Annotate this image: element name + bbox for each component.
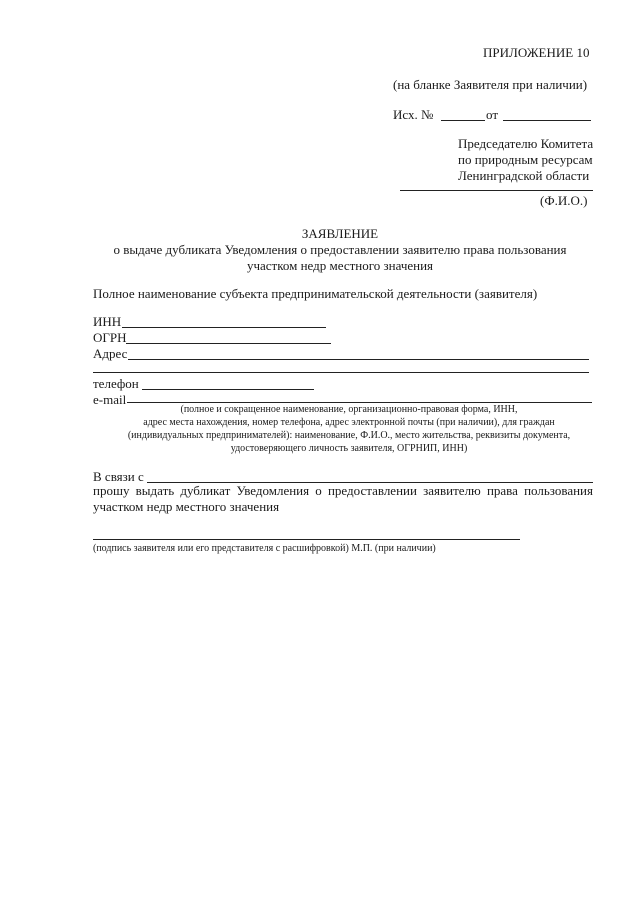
inn-field[interactable] — [122, 327, 326, 328]
fio-caption: (Ф.И.О.) — [540, 193, 588, 208]
appendix-label: ПРИЛОЖЕНИЕ 10 — [483, 45, 590, 60]
applicant-hint-line-1: (полное и сокращенное наименование, организационно-правовая форма, ИНН, — [180, 404, 518, 415]
document-heading: ЗАЯВЛЕНИЕ — [301, 226, 379, 241]
addressee-line-1: Председателю Комитета — [458, 136, 594, 151]
applicant-hint-line-4: удостоверяющего личность заявителя, ОГРНИП, ИНН) — [230, 443, 468, 454]
outgoing-date-field[interactable] — [503, 120, 591, 121]
address-field-continuation[interactable] — [93, 372, 589, 373]
addressee-line-2: по природным ресурсам — [458, 152, 593, 167]
ogrn-label: ОГРН — [93, 330, 127, 345]
addressee-fio-field[interactable] — [400, 190, 593, 191]
inn-label: ИНН — [93, 314, 122, 329]
email-label: e-mail — [93, 392, 127, 407]
phone-field[interactable] — [142, 389, 314, 390]
signature-field[interactable] — [93, 539, 520, 540]
outgoing-date-label: от — [486, 107, 499, 122]
applicant-fullname-label: Полное наименование субъекта предпринимательской деятельности (заявителя) — [93, 286, 538, 301]
ogrn-field[interactable] — [126, 343, 331, 344]
outgoing-number-label: Исх. № — [393, 107, 434, 122]
outgoing-number-field[interactable] — [441, 120, 485, 121]
reason-label: В связи с — [93, 469, 144, 484]
request-text-line-2: участком недр местного значения — [93, 499, 280, 514]
document-subtitle-line-1: о выдаче дубликата Уведомления о предоставлении заявителю права пользования — [113, 242, 567, 257]
document-subtitle-line-2: участком недр местного значения — [246, 258, 434, 273]
applicant-hint-line-3: (индивидуальных предпринимателей): наименование, Ф.И.О., место жительства, реквизиты документа, — [127, 430, 571, 441]
request-text-line-1: прошу выдать дубликат Уведомления о предоставлении заявителю права пользования — [93, 483, 593, 498]
address-field[interactable] — [128, 359, 589, 360]
addressee-line-3: Ленинградской области — [458, 168, 590, 183]
address-label: Адрес — [93, 346, 128, 361]
letterhead-note: (на бланке Заявителя при наличии) — [393, 77, 588, 92]
phone-label: телефон — [93, 376, 139, 391]
applicant-hint-line-2: адрес места нахождения, номер телефона, адрес электронной почты (при наличии), для граждан — [143, 417, 555, 428]
signature-caption: (подпись заявителя или его представителя с расшифровкой) М.П. (при наличии) — [93, 543, 436, 554]
